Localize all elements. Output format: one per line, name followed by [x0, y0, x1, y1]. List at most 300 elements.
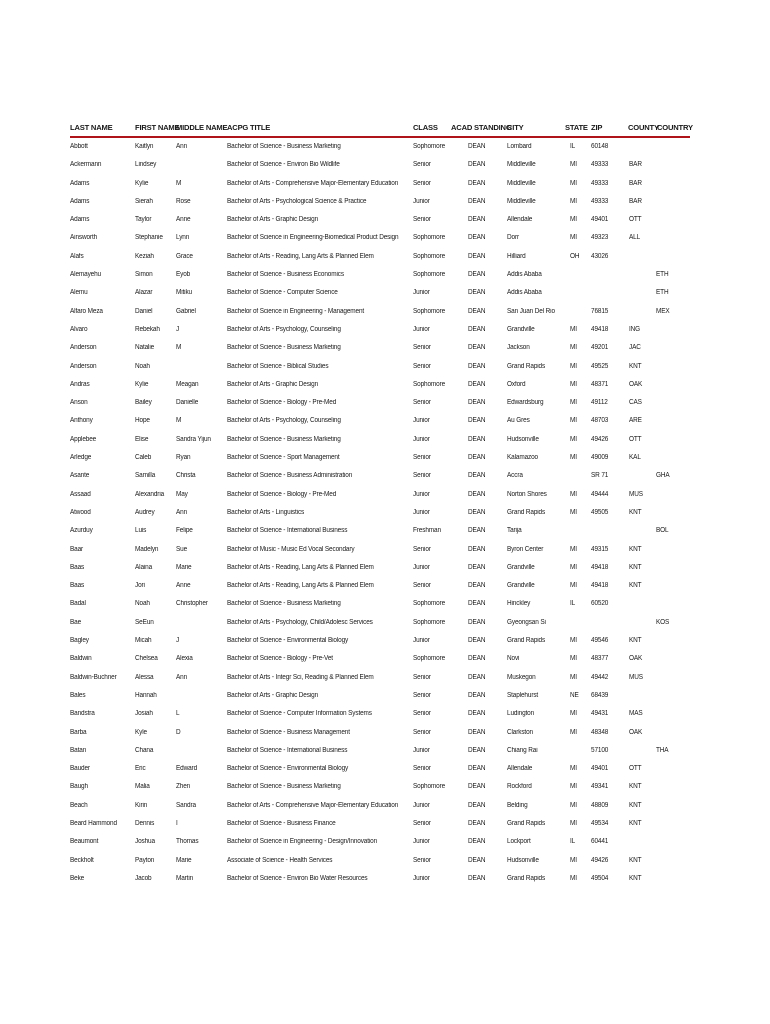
cell-acad-standing: DEAN: [468, 362, 486, 370]
cell-class: Senior: [413, 399, 431, 407]
cell-acad-standing: DEAN: [468, 637, 486, 645]
table-row: [70, 778, 690, 796]
cell-county: KNT: [629, 545, 642, 553]
cell-class: Sophomore: [413, 252, 446, 260]
table-row: [70, 248, 690, 266]
cell-middle-name: Sue: [176, 545, 188, 553]
cell-first-name: Stephanie: [135, 234, 163, 242]
cell-acpg-title: Bachelor of Science in Engineering-Biomedical Product Design: [227, 234, 399, 242]
cell-acad-standing: DEAN: [468, 344, 486, 352]
cell-zip: 48371: [591, 380, 609, 388]
cell-state: MI: [570, 582, 577, 590]
cell-first-name: Dennis: [135, 819, 155, 827]
cell-county: KNT: [629, 819, 642, 827]
cell-city: Norton Shores: [507, 490, 547, 498]
cell-class: Junior: [413, 197, 430, 205]
cell-zip: 49525: [591, 362, 609, 370]
cell-state: MI: [570, 197, 577, 205]
cell-middle-name: J: [176, 637, 180, 645]
cell-acad-standing: DEAN: [468, 197, 486, 205]
cell-class: Senior: [413, 454, 431, 462]
cell-acpg-title: Bachelor of Arts - Psychology, Counseling: [227, 325, 341, 333]
cell-acad-standing: DEAN: [468, 289, 486, 297]
cell-city: Grandville: [507, 563, 535, 571]
cell-acpg-title: Bachelor of Science - Environ Bio Wildlife: [227, 161, 340, 169]
cell-class: Sophomore: [413, 783, 446, 791]
cell-class: Junior: [413, 289, 430, 297]
cell-county: KAL: [629, 454, 641, 462]
cell-acad-standing: DEAN: [468, 655, 486, 663]
cell-class: Junior: [413, 838, 430, 846]
cell-county: ING: [629, 325, 641, 333]
cell-acpg-title: Bachelor of Music - Music Ed Vocal Secondary: [227, 545, 355, 553]
cell-acpg-title: Bachelor of Science - Business Marketing: [227, 600, 341, 608]
cell-first-name: Noah: [135, 362, 150, 370]
cell-zip: 49431: [591, 710, 609, 718]
cell-acpg-title: Bachelor of Science - Environ Bio Water Resources: [227, 874, 368, 882]
cell-class: Junior: [413, 746, 430, 754]
cell-first-name: Kyle: [135, 728, 147, 736]
cell-acpg-title: Bachelor of Arts - Graphic Design: [227, 216, 319, 224]
cell-last-name: Azurduy: [70, 527, 93, 535]
cell-acpg-title: Bachelor of Science - Environmental Biology: [227, 637, 349, 645]
cell-state: MI: [570, 655, 577, 663]
cell-first-name: Madelyn: [135, 545, 159, 553]
cell-class: Sophomore: [413, 618, 446, 626]
cell-zip: 49341: [591, 783, 609, 791]
cell-last-name: Beaumont: [70, 838, 99, 846]
cell-acad-standing: DEAN: [468, 307, 486, 315]
table-row: [70, 175, 690, 193]
cell-middle-name: Sandra Yijun: [176, 435, 211, 443]
cell-class: Senior: [413, 344, 431, 352]
cell-first-name: Daniel: [135, 307, 153, 315]
cell-last-name: Anderson: [70, 362, 97, 370]
cell-city: Au Gres: [507, 417, 530, 425]
cell-zip: 49401: [591, 216, 609, 224]
cell-middle-name: Ann: [176, 508, 188, 516]
cell-first-name: Taylor: [135, 216, 152, 224]
cell-county: KNT: [629, 874, 642, 882]
cell-county: MUS: [629, 673, 643, 681]
cell-first-name: Alazar: [135, 289, 153, 297]
cell-last-name: Bagley: [70, 637, 89, 645]
cell-acpg-title: Bachelor of Science - Business Marketing: [227, 344, 341, 352]
cell-class: Senior: [413, 179, 431, 187]
cell-county: KNT: [629, 783, 642, 791]
cell-state: MI: [570, 563, 577, 571]
cell-state: IL: [570, 143, 576, 150]
cell-class: Junior: [413, 874, 430, 882]
cell-class: Senior: [413, 728, 431, 736]
cell-last-name: Anderson: [70, 344, 97, 352]
cell-zip: 68439: [591, 691, 609, 699]
cell-class: Senior: [413, 362, 431, 370]
cell-last-name: Baldwin: [70, 655, 92, 663]
cell-acad-standing: DEAN: [468, 435, 486, 443]
cell-acpg-title: Bachelor of Arts - Integr Sci, Reading & Planned Elem: [227, 673, 374, 681]
cell-last-name: Atwood: [70, 508, 91, 516]
cell-city: Grand Rapids: [507, 508, 546, 516]
cell-class: Sophomore: [413, 600, 446, 608]
cell-class: Junior: [413, 325, 430, 333]
cell-county: OTT: [629, 435, 642, 443]
header-acpg-title: ACPG TITLE: [227, 123, 271, 132]
cell-acpg-title: Bachelor of Science - Biblical Studies: [227, 362, 329, 370]
cell-acpg-title: Bachelor of Arts - Comprehensive Major-Elementary Education: [227, 179, 399, 187]
cell-zip: 60520: [591, 600, 609, 608]
cell-zip: 49426: [591, 856, 609, 864]
cell-first-name: Payton: [135, 856, 155, 864]
cell-first-name: Kylie: [135, 179, 149, 187]
cell-last-name: Bales: [70, 691, 86, 699]
cell-middle-name: Rose: [176, 197, 191, 205]
cell-middle-name: Alexia: [176, 655, 193, 663]
cell-city: Hudsonville: [507, 856, 539, 864]
cell-class: Sophomore: [413, 307, 446, 315]
cell-acpg-title: Bachelor of Arts - Graphic Design: [227, 691, 319, 699]
table-row: [70, 559, 690, 577]
cell-acad-standing: DEAN: [468, 399, 486, 407]
cell-middle-name: Eyob: [176, 271, 191, 279]
cell-state: MI: [570, 728, 577, 736]
cell-middle-name: Ann: [176, 673, 188, 681]
cell-first-name: Alaina: [135, 563, 153, 571]
table-row: [70, 669, 690, 687]
cell-last-name: Asante: [70, 472, 90, 480]
table-row: [70, 467, 690, 485]
cell-class: Junior: [413, 637, 430, 645]
cell-middle-name: I: [176, 819, 178, 827]
cell-acpg-title: Bachelor of Science - Business Marketing: [227, 435, 341, 443]
cell-state: MI: [570, 362, 577, 370]
cell-middle-name: M: [176, 344, 182, 352]
cell-last-name: Baldwin-Buchner: [70, 673, 117, 681]
cell-zip: 48703: [591, 417, 609, 425]
cell-acad-standing: DEAN: [468, 271, 486, 279]
cell-middle-name: Ryan: [176, 454, 191, 462]
cell-class: Sophomore: [413, 380, 446, 388]
cell-last-name: Baugh: [70, 783, 88, 791]
cell-zip: 49418: [591, 563, 609, 571]
cell-class: Junior: [413, 417, 430, 425]
cell-middle-name: Anne: [176, 216, 191, 224]
cell-city: Muskegon: [507, 673, 536, 681]
cell-acad-standing: DEAN: [468, 454, 486, 462]
cell-middle-name: Meagan: [176, 380, 199, 388]
cell-zip: 49418: [591, 325, 609, 333]
cell-country: ETH: [656, 271, 669, 279]
cell-county: MUS: [629, 490, 643, 498]
cell-county: OTT: [629, 216, 642, 224]
student-list-table: [70, 118, 693, 888]
cell-state: MI: [570, 710, 577, 718]
cell-city: Grand Rapids: [507, 819, 546, 827]
cell-state: MI: [570, 161, 577, 169]
cell-zip: 49315: [591, 545, 609, 553]
cell-county: OTT: [629, 765, 642, 773]
cell-zip: 49201: [591, 344, 609, 352]
cell-county: KNT: [629, 856, 642, 864]
cell-city: Middleville: [507, 161, 536, 169]
cell-city: Grandville: [507, 582, 535, 590]
table-header-row: [70, 118, 693, 138]
cell-acad-standing: DEAN: [468, 746, 486, 754]
cell-zip: 49504: [591, 874, 609, 882]
cell-last-name: Adams: [70, 197, 90, 205]
cell-middle-name: Martin: [176, 874, 194, 882]
cell-first-name: SeEun: [135, 618, 154, 626]
cell-zip: SR 71: [591, 472, 609, 480]
cell-acad-standing: DEAN: [468, 490, 486, 498]
cell-county: KNT: [629, 563, 642, 571]
cell-class: Senior: [413, 673, 431, 681]
table-row: [70, 724, 690, 742]
table-row: [70, 486, 690, 504]
cell-last-name: Badal: [70, 600, 86, 608]
cell-first-name: Kylie: [135, 380, 149, 388]
header-class: CLASS: [413, 123, 438, 132]
cell-acpg-title: Bachelor of Science - Business Administration: [227, 472, 353, 480]
cell-zip: 48809: [591, 801, 609, 809]
cell-state: MI: [570, 417, 577, 425]
cell-acad-standing: DEAN: [468, 618, 486, 626]
cell-middle-name: L: [176, 710, 180, 718]
cell-acad-standing: DEAN: [468, 838, 486, 846]
cell-zip: 49418: [591, 582, 609, 590]
cell-county: OAK: [629, 380, 643, 388]
cell-acad-standing: DEAN: [468, 252, 486, 260]
cell-acpg-title: Bachelor of Science - Business Management: [227, 728, 350, 736]
table-row: [70, 541, 690, 559]
cell-last-name: Assaad: [70, 490, 91, 498]
cell-state: MI: [570, 673, 577, 681]
cell-first-name: Kaitlyn: [135, 143, 154, 150]
cell-state: MI: [570, 399, 577, 407]
cell-acad-standing: DEAN: [468, 545, 486, 553]
table-row: [70, 394, 690, 412]
cell-acad-standing: DEAN: [468, 582, 486, 590]
cell-acad-standing: DEAN: [468, 179, 486, 187]
cell-city: Staplehurst: [507, 691, 539, 699]
cell-state: MI: [570, 234, 577, 242]
cell-first-name: Natalie: [135, 344, 155, 352]
cell-middle-name: M: [176, 179, 182, 187]
cell-class: Sophomore: [413, 271, 446, 279]
cell-acpg-title: Bachelor of Science - Computer Information Systems: [227, 710, 372, 718]
cell-class: Senior: [413, 710, 431, 718]
cell-last-name: Bae: [70, 618, 82, 626]
cell-class: Senior: [413, 819, 431, 827]
cell-city: Middleville: [507, 179, 536, 187]
cell-last-name: Adams: [70, 179, 90, 187]
cell-last-name: Anson: [70, 399, 88, 407]
cell-zip: 49534: [591, 819, 609, 827]
cell-middle-name: Anne: [176, 582, 191, 590]
cell-zip: 43026: [591, 252, 609, 260]
cell-acad-standing: DEAN: [468, 472, 486, 480]
cell-city: Accra: [507, 472, 523, 480]
cell-state: MI: [570, 380, 577, 388]
cell-county: KNT: [629, 582, 642, 590]
cell-first-name: Alexandria: [135, 490, 165, 498]
cell-state: MI: [570, 819, 577, 827]
cell-class: Junior: [413, 563, 430, 571]
cell-state: OH: [570, 252, 580, 260]
cell-zip: 48377: [591, 655, 609, 663]
cell-acpg-title: Bachelor of Science - Computer Science: [227, 289, 338, 297]
cell-last-name: Ackermann: [70, 161, 102, 169]
header-country: COUNTRY: [657, 123, 693, 132]
table-row: [70, 211, 690, 229]
cell-acpg-title: Bachelor of Science - Biology - Pre-Vet: [227, 655, 333, 663]
cell-city: Kalamazoo: [507, 454, 538, 462]
cell-acpg-title: Bachelor of Science in Engineering - Management: [227, 307, 365, 315]
cell-acpg-title: Bachelor of Arts - Psychology, Child/Adolesc Services: [227, 618, 373, 626]
cell-acad-standing: DEAN: [468, 856, 486, 864]
cell-first-name: Simon: [135, 271, 153, 279]
cell-zip: 49444: [591, 490, 609, 498]
header-acad-standing: ACAD STANDING: [451, 123, 512, 132]
table-row: [70, 138, 690, 156]
table-row: [70, 358, 690, 376]
cell-acpg-title: Bachelor of Science - Business Finance: [227, 819, 336, 827]
cell-acad-standing: DEAN: [468, 216, 486, 224]
cell-state: MI: [570, 454, 577, 462]
cell-acad-standing: DEAN: [468, 765, 486, 773]
table-row: [70, 852, 690, 870]
cell-state: MI: [570, 856, 577, 864]
cell-zip: 60441: [591, 838, 609, 846]
cell-first-name: Hannah: [135, 691, 157, 699]
cell-county: KNT: [629, 637, 642, 645]
cell-middle-name: May: [176, 490, 188, 498]
cell-acpg-title: Bachelor of Science in Engineering - Design/Innovation: [227, 838, 378, 846]
cell-state: MI: [570, 325, 577, 333]
cell-acpg-title: Bachelor of Arts - Reading, Lang Arts & Planned Elem: [227, 582, 374, 590]
cell-state: MI: [570, 801, 577, 809]
cell-middle-name: Gabriel: [176, 307, 196, 315]
cell-middle-name: Grace: [176, 252, 193, 260]
table-row: [70, 797, 690, 815]
cell-state: MI: [570, 508, 577, 516]
table-row: [70, 577, 690, 595]
cell-last-name: Beach: [70, 801, 88, 809]
cell-city: Edwardsburg: [507, 399, 544, 407]
cell-middle-name: Felipe: [176, 527, 193, 535]
table-row: [70, 412, 690, 430]
table-row: [70, 815, 690, 833]
cell-last-name: Beckholt: [70, 856, 94, 864]
header-state: STATE: [565, 123, 588, 132]
cell-city: Novi: [507, 655, 520, 663]
cell-acad-standing: DEAN: [468, 527, 486, 535]
cell-acad-standing: DEAN: [468, 600, 486, 608]
cell-last-name: Andras: [70, 380, 90, 388]
cell-middle-name: Edward: [176, 765, 198, 773]
cell-acpg-title: Bachelor of Arts - Linguistics: [227, 508, 305, 516]
cell-acad-standing: DEAN: [468, 801, 486, 809]
cell-zip: 48348: [591, 728, 609, 736]
cell-acpg-title: Bachelor of Arts - Reading, Lang Arts & Planned Elem: [227, 563, 374, 571]
cell-zip: 49333: [591, 197, 609, 205]
cell-county: OAK: [629, 728, 643, 736]
cell-middle-name: M: [176, 417, 182, 425]
cell-class: Junior: [413, 801, 430, 809]
cell-middle-name: Thomas: [176, 838, 199, 846]
cell-country: GHA: [656, 472, 670, 480]
cell-acad-standing: DEAN: [468, 563, 486, 571]
cell-acpg-title: Bachelor of Science - Business Marketing: [227, 143, 341, 150]
cell-acad-standing: DEAN: [468, 819, 486, 827]
cell-middle-name: Christopher: [176, 600, 208, 608]
table-row: [70, 687, 690, 705]
cell-city: Tarija: [507, 527, 522, 535]
cell-acpg-title: Associate of Science - Health Services: [227, 856, 333, 864]
cell-city: Allendale: [507, 216, 533, 224]
cell-middle-name: Marie: [176, 563, 192, 571]
cell-acad-standing: DEAN: [468, 728, 486, 736]
cell-state: MI: [570, 179, 577, 187]
cell-zip: 49546: [591, 637, 609, 645]
cell-county: ARE: [629, 417, 642, 425]
cell-last-name: Alemu: [70, 289, 88, 297]
cell-first-name: Kirin: [135, 801, 148, 809]
cell-acpg-title: Bachelor of Science - Environmental Biology: [227, 765, 349, 773]
cell-acad-standing: DEAN: [468, 874, 486, 882]
cell-acpg-title: Bachelor of Science - International Business: [227, 527, 348, 535]
cell-middle-name: D: [176, 728, 181, 736]
cell-city: Lombard: [507, 143, 532, 150]
cell-last-name: Alafs: [70, 252, 84, 260]
cell-first-name: Joshua: [135, 838, 155, 846]
table-row: [70, 833, 690, 851]
table-row: [70, 266, 690, 284]
cell-acpg-title: Bachelor of Arts - Psychological Science & Practice: [227, 197, 367, 205]
cell-acad-standing: DEAN: [468, 161, 486, 169]
table-row: [70, 504, 690, 522]
cell-country: THA: [656, 746, 669, 754]
cell-first-name: Caleb: [135, 454, 152, 462]
cell-last-name: Arledge: [70, 454, 92, 462]
table-row: [70, 595, 690, 613]
cell-class: Senior: [413, 545, 431, 553]
cell-city: Lockport: [507, 838, 531, 846]
cell-county: OAK: [629, 655, 643, 663]
table-row: [70, 449, 690, 467]
cell-last-name: Batan: [70, 746, 87, 754]
cell-middle-name: Mitiku: [176, 289, 192, 297]
cell-zip: 49009: [591, 454, 609, 462]
cell-last-name: Alemayehu: [70, 271, 101, 279]
header-first-name: FIRST NAME: [135, 123, 180, 132]
cell-class: Senior: [413, 765, 431, 773]
cell-first-name: Luis: [135, 527, 147, 535]
cell-country: KOS: [656, 618, 670, 626]
cell-zip: 49323: [591, 234, 609, 242]
cell-first-name: Bailey: [135, 399, 152, 407]
cell-state: MI: [570, 435, 577, 443]
table-row: [70, 742, 690, 760]
cell-county: CAS: [629, 399, 642, 407]
cell-last-name: Alfaro Meza: [70, 307, 103, 315]
cell-last-name: Bauder: [70, 765, 90, 773]
cell-acad-standing: DEAN: [468, 691, 486, 699]
cell-first-name: Chelsea: [135, 655, 158, 663]
cell-state: MI: [570, 783, 577, 791]
cell-state: MI: [570, 637, 577, 645]
table-row: [70, 303, 690, 321]
